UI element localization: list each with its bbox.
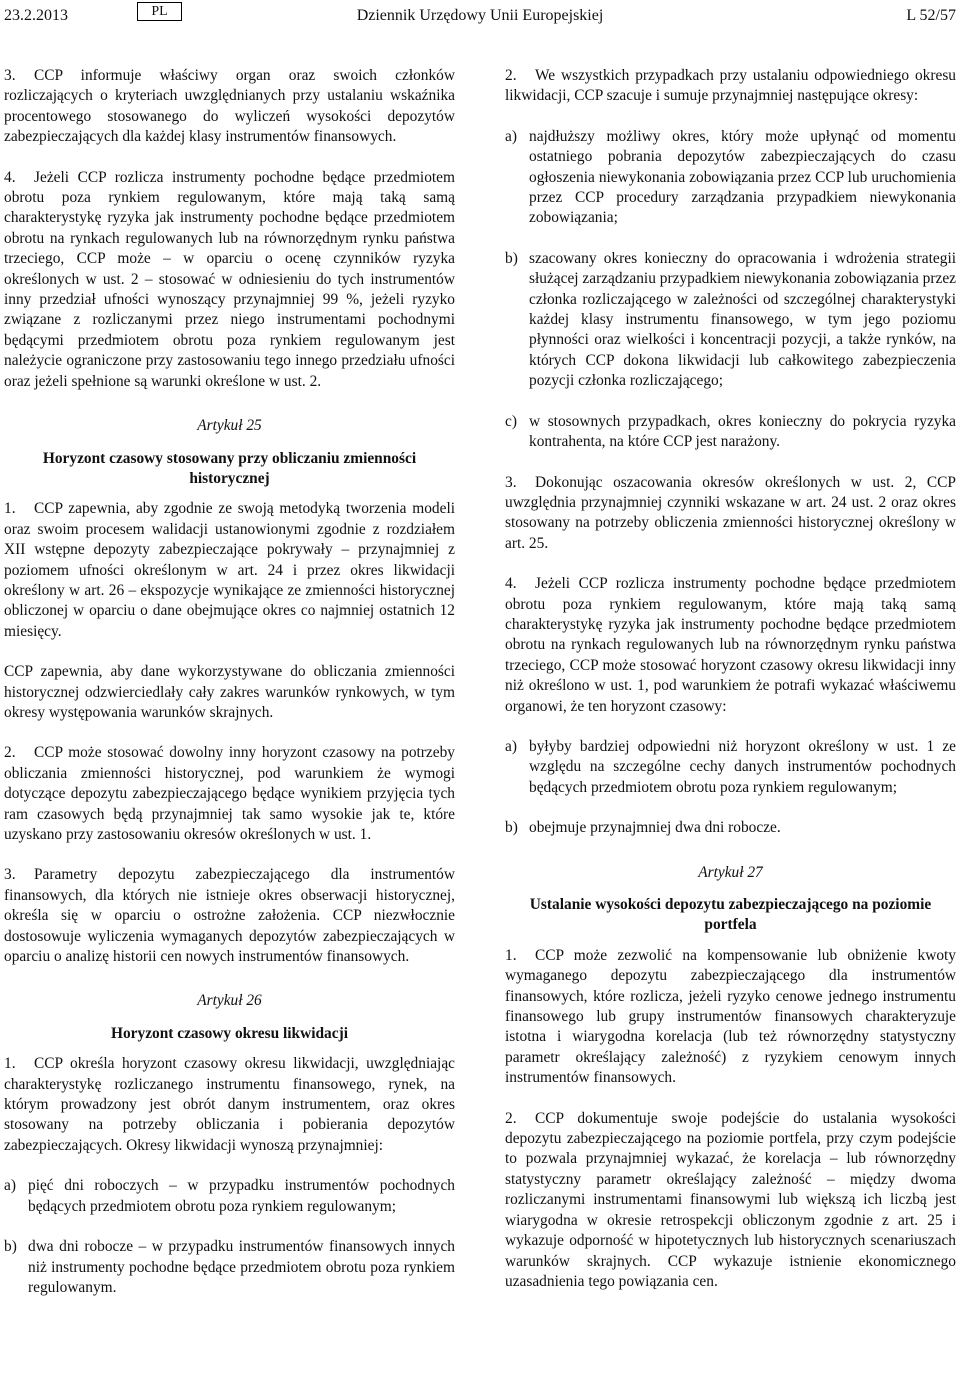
paragraph-text: We wszystkich przypadkach przy ustalaniu odpowiedniego okresu likwidacji, CCP szacuje i sumuje przynajmniej następujące okresy: — [505, 67, 956, 105]
journal-title: Dziennik Urzędowy Unii Europejskiej — [356, 7, 604, 24]
paragraph — [505, 574, 956, 717]
paragraph — [4, 168, 455, 392]
list-item — [505, 127, 956, 229]
list-label: b) — [505, 819, 518, 837]
paragraph — [4, 743, 455, 845]
paragraph-text: CCP informuje właściwy organ oraz swoich członków rozliczających o kryteriach uwzględnianych przy ustalaniu wskaźnika procentowego stosowanego do wyliczeń wysokości depozytów zabezpieczających dla każdej klasy instrumentów finansowych. — [4, 67, 455, 146]
paragraph-number: 2. — [4, 744, 16, 762]
list-item — [505, 412, 956, 453]
list-label: a) — [505, 737, 517, 755]
paragraph-number: 1. — [505, 946, 517, 964]
paragraph-text: Dokonując oszacowania okresów określonych w ust. 2, CCP uwzględnia przynajmniej czynniki wskazane w art. 24 ust. 2 oraz okres stosowany na potrzeby obliczenia zmienności historycznej określony w art. 25. — [505, 473, 956, 552]
article-heading: Artykuł 26 — [197, 992, 262, 1010]
paragraph — [4, 499, 455, 642]
list-text: w stosownych przypadkach, okres konieczny do pokrycia ryzyka kontrahenta, na które CCP jest narażony. — [529, 412, 956, 451]
paragraph — [4, 66, 455, 148]
list-label: c) — [505, 412, 517, 430]
paragraph-number: 3. — [505, 473, 517, 491]
paragraph-text: CCP może stosować dowolny inny horyzont czasowy na potrzeby obliczania zmienności historycznej, pod warunkiem że wymogi dotyczące depozytu zabezpieczającego będące wynikiem przyjęcia tych ram czasowych będą przynajmniej tak samo wysokie jak te, które uzyskano przy zastosowaniu okresów określonych w ust. 1. — [4, 744, 455, 843]
left-column — [4, 66, 455, 1298]
paragraph — [505, 66, 956, 107]
paragraph — [4, 865, 455, 967]
paragraph-text: CCP określa horyzont czasowy okresu likwidacji, uwzględniając charakterystykę rozliczanego instrumentu finansowego, rynek, na którym prowadzony jest obrót danym instrumentem, oraz okres stosowany na potrzeby obliczania i pobierania depozytów zabezpieczających. Okresy likwidacji wynoszą przynajmniej: — [4, 1055, 455, 1154]
paragraph-number: 1. — [4, 500, 16, 518]
list-label: b) — [505, 249, 518, 267]
paragraph — [505, 1109, 956, 1293]
list-item — [4, 1176, 455, 1217]
article-heading: Artykuł 25 — [197, 417, 262, 435]
paragraph-number: 2. — [505, 1109, 517, 1127]
list-text: dwa dni robocze – w przypadku instrumentów finansowych innych niż instrumenty pochodne będące przedmiotem obrotu poza rynkiem regulowanym. — [28, 1238, 455, 1296]
language-badge: PL — [137, 2, 182, 21]
list-label: a) — [4, 1177, 16, 1195]
paragraph-text: Jeżeli CCP rozlicza instrumenty pochodne będące przedmiotem obrotu poza rynkiem regulowanym, które mają taką samą charakterystykę ryzyka jak instrumenty pochodne będące przedmiotem obrotu na rynkach regulowanych lub na równorzędnym rynku państwa trzeciego, CCP może stosować horyzont czasowy okresu likwidacji inny niż określono w ust. 1, pod warunkiem że potrafi wykazać właściwemu organowi, że ten horyzont czasowy: — [505, 575, 956, 715]
paragraph — [505, 946, 956, 1089]
list-item — [505, 249, 956, 392]
paragraph — [505, 473, 956, 555]
paragraph: CCP zapewnia, aby dane wykorzystywane do obliczania zmienności historycznej odzwierciedlały cały zakres warunków rynkowych, w tym okresy występowania warunków skrajnych. — [4, 663, 455, 721]
paragraph-text: CCP dokumentuje swoje podejście do ustalania wysokości depozytu zabezpieczającego na poziomie portfela, przy czym podejście to pozwala przynajmniej wykazać, że korelacja – lub równorzędny statystyczny parametr określający zależność – między dwoma rozliczanymi instrumentami finansowymi lub większą ich liczbą jest wiarygodna w okresie retrospekcji obliczonym zgodnie z art. 25 i wykazuje odporność w hipotetycznych lub historycznych scenariuszach warunków skrajnych. CCP wykazuje istnienie ekonomicznego uzasadnienia tego powiązania cen. — [505, 1109, 956, 1290]
list-text: szacowany okres konieczny do opracowania i wdrożenia strategii służącej zarządzaniu przypadkiem niewykonania zobowiązania przez członka rozliczającego w zależności od szczególnej charakterystyki każdej klasy instrumentu finansowego, w tym jego poziomu płynności oraz wielkości i koncentracji pozycji, a także rynków, na których CCP dokona likwidacji lub całkowitego zabezpieczenia pozycji członka rozliczającego; — [529, 249, 956, 390]
list-text: byłyby bardziej odpowiedni niż horyzont określony w ust. 1 ze względu na szczególne cechy danych instrumentów pochodnych będących przedmiotem obrotu poza rynkiem regulowanym; — [529, 737, 956, 796]
paragraph-text: CCP może zezwolić na kompensowanie lub obniżenie kwoty wymaganego depozytu zabezpieczającego dla instrumentów finansowych, które rozlicza, jeżeli ryzyko cenowe jednego instrumentu finansowego lub grupy instrumentów finansowych charakteryzuje istotna i wiarygodna korelacja (lub też równorzędny statystyczny parametr określający zależność) z ryzykiem cenowym innych instrumentów finansowych. — [505, 946, 956, 1087]
article-heading: Artykuł 27 — [698, 863, 763, 881]
list-label: b) — [4, 1238, 17, 1256]
list-text: obejmuje przynajmniej dwa dni robocze. — [529, 819, 781, 837]
list-text: pięć dni roboczych – w przypadku instrumentów pochodnych będących przedmiotem obrotu poza rynkiem regulowanym; — [28, 1177, 455, 1215]
article-title: Horyzont czasowy okresu likwidacji — [111, 1024, 348, 1042]
paragraph-number: 4. — [4, 168, 16, 186]
paragraph-text: Parametry depozytu zabezpieczającego dla instrumentów finansowych, dla których nie istnieje okres obserwacji historycznej, określa się w oparciu o ostrożne założenia. CCP niezwłocznie dostosowuje wyliczenia wymaganych depozytów zabezpieczających w oparciu o analizę historii cen nowych instrumentów finansowych. — [4, 866, 455, 966]
paragraph-number: 1. — [4, 1055, 16, 1073]
paragraph — [4, 1054, 455, 1156]
page-number: L 52/57 — [906, 7, 956, 24]
list-item — [4, 1237, 455, 1298]
paragraph-number: 3. — [4, 866, 16, 884]
list-item — [505, 818, 956, 838]
paragraph-number: 2. — [505, 67, 517, 84]
paragraph-text: CCP zapewnia, aby zgodnie ze swoją metodyką tworzenia modeli oraz swoim procesem walidacji ustanowionymi zgodnie z rozdziałem XII wstępne depozyty zabezpieczające pokrywały – przynajmniej z poziomem ufności określonym w art. 24 i przez okres likwidacji określony w art. 26 – ekspozycje wynikające ze zmienności historycznej obliczonej w oparciu o dane obejmujące okres co najmniej ostatnich 12 miesięcy. — [4, 500, 455, 640]
article-title: Horyzont czasowy stosowany przy obliczaniu zmienności historycznej — [42, 449, 417, 487]
page-header — [0, 0, 960, 40]
paragraph-number: 4. — [505, 575, 517, 593]
list-text: najdłuższy możliwy okres, który może upłynąć od momentu ostatniego pobrania depozytów zabezpieczających do czasu ogłoszenia niewykonania zobowiązania przez CCP lub uruchomienia przez CCP procedury zarządzania przypadkiem niewykonania zobowiązania; — [529, 127, 956, 227]
list-item — [505, 737, 956, 798]
paragraph-number: 3. — [4, 67, 16, 84]
paragraph-text: Jeżeli CCP rozlicza instrumenty pochodne będące przedmiotem obrotu poza rynkiem regulowanym, które mają taką samą charakterystykę ryzyka jak instrumenty pochodne będące przedmiotem obrotu na rynkach regulowanych lub na równorzędnym rynku państwa trzeciego, CCP może – w oparciu o ocenę czynników ryzyka określonych w ust. 2 – stosować w odniesieniu do tych instrumentów inny przedział ufności wynoszący przynajmniej 99 %, jeżeli ryzyko związane z rozliczanymi przez niego instrumentami pochodnymi będącymi przedmiotem obrotu poza rynkiem regulowanym jest należycie ograniczone przy zastosowaniu tego innego przedziału ufności oraz jeżeli spełnione są warunki określone w ust. 2. — [4, 168, 455, 390]
right-column — [505, 66, 956, 1292]
list-label: a) — [505, 127, 517, 145]
publication-date: 23.2.2013 — [4, 7, 68, 24]
article-title: Ustalanie wysokości depozytu zabezpieczającego na poziomie portfela — [529, 896, 932, 934]
